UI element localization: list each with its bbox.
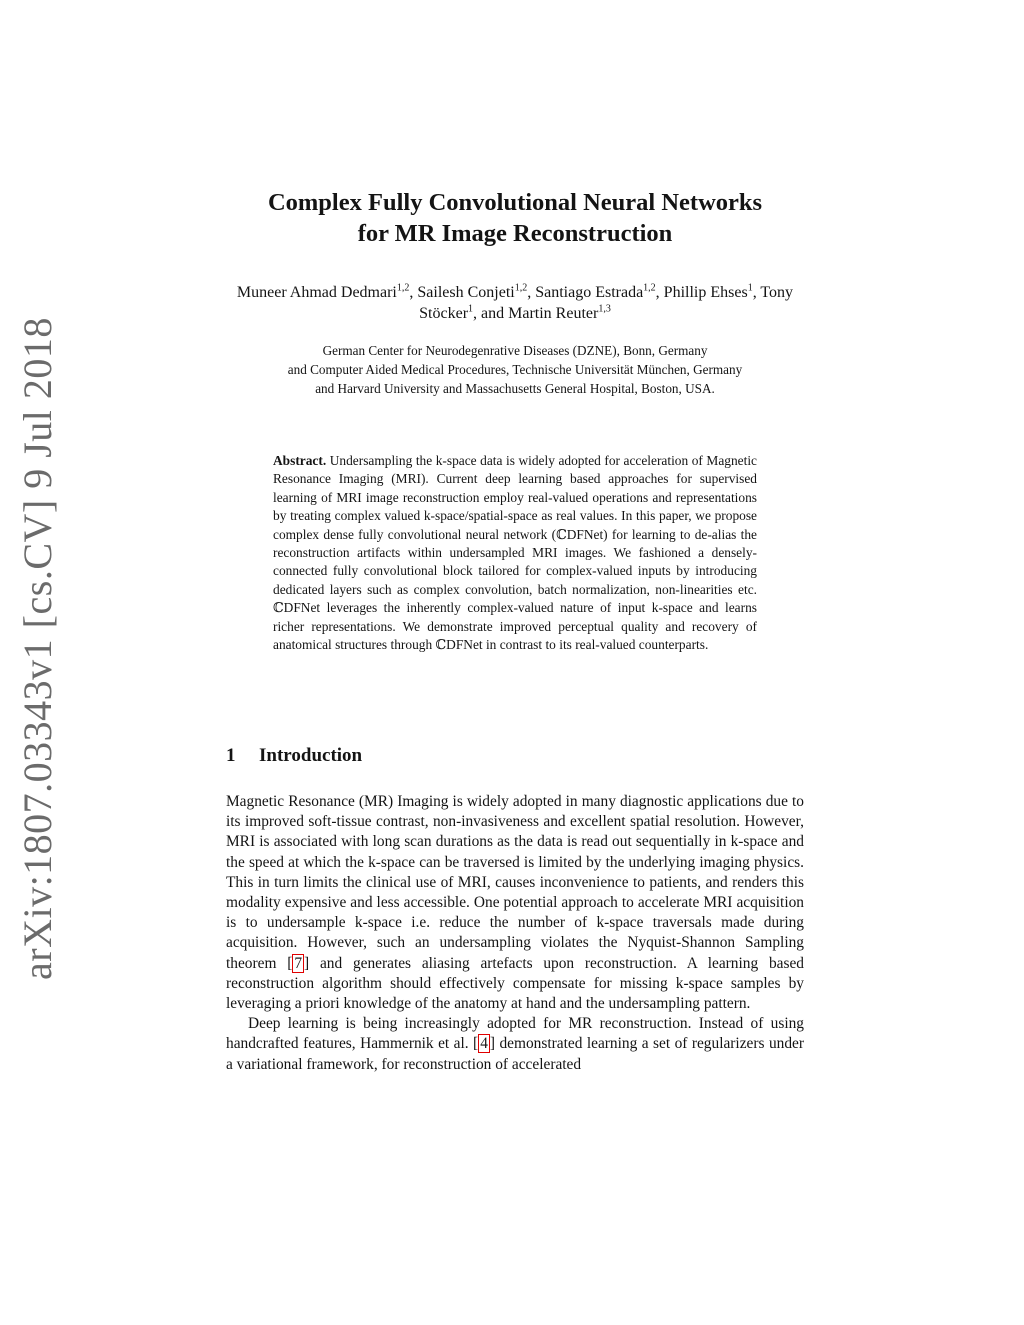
author-name: Muneer Ahmad Dedmari bbox=[236, 284, 397, 301]
paragraph-text: demonstrated learning a set of regularizers under a variational framework, for reconstruction of accelerated bbox=[226, 1035, 804, 1073]
author-affiliation-mark: 1,2 bbox=[396, 282, 410, 294]
paragraph-text: Magnetic Resonance (MR) Imaging is widely adopted in many diagnostic applications due to its improved soft-tissue contrast, non-invasiveness and excellent spatial resolution. However, MRI is associated with long scan durations as the data is read out sequentially in k-space and the speed at which the k-space can be traversed is limited by the underlying imaging physics. This in turn limits the clinical use of MRI, causes inconvenience to patients, and renders this modality expensive and less accessible. One potential approach to accelerate MRI acquisition is to undersample k-space i.e. reduce the number of k-space traversals made during acquisition. However, such an undersampling violates the Nyquist-Shannon Sampling theorem bbox=[226, 793, 804, 972]
affiliations bbox=[216, 341, 814, 398]
arxiv-identifier: arXiv:1807.03343v1 [cs.CV] 9 Jul 2018 bbox=[15, 317, 60, 980]
author-name: , Santiago Estrada bbox=[527, 284, 644, 301]
author-affiliation-mark: 1,2 bbox=[514, 282, 528, 294]
author-affiliation-mark: 1 bbox=[468, 303, 474, 315]
author-affiliation-mark: 1,2 bbox=[643, 282, 656, 294]
citation-link[interactable]: 4 bbox=[480, 1035, 488, 1053]
body-text bbox=[226, 792, 804, 1075]
paragraph-text: and generates aliasing artefacts upon reconstruction. A learning based reconstruction algorithm should effectively compensate for missing k-space samples by leveraging a priori knowledge of the anatomy at hand and the undersampling pattern. bbox=[226, 954, 804, 1013]
section-heading bbox=[226, 745, 362, 767]
abstract-text: Undersampling the k-space data is widely adopted for acceleration of Magnetic Resonance Imaging (MRI). Current deep learning based approaches for supervised learning of MRI image reconstruction employ real-valued operations and representations by treating complex valued k-space/spatial-space as real values. In this paper, we propose complex dense fully convolutional neural network (ℂDFNet) for learning to de-alias the reconstruction artifacts within undersampled MRI images. We fashioned a densely-connected fully convolutional block tailored for complex-valued inputs by introducing dedicated layers such as complex convolution, batch normalization, non-linearities etc. ℂDFNet leverages the inherently complex-valued nature of input k-space and learns richer representations. We demonstrate improved perceptual quality and recovery of anatomical structures through ℂDFNet in contrast to its real-valued counterparts. bbox=[273, 453, 757, 653]
author-affiliation-mark: 1,3 bbox=[598, 303, 611, 315]
paragraph: Deep learning is being increasingly adopted for MR reconstruction. Instead of using handcrafted features, Hammernik et al. [ 4 ] demonstrated learning a set of regularizers under a variational framework, for reconstruction of accelerated bbox=[226, 1015, 804, 1073]
author-name: , Sailesh Conjeti bbox=[409, 284, 515, 301]
affiliation-line: and Computer Aided Medical Procedures, Technische Universität München, Germany bbox=[287, 362, 743, 377]
abstract bbox=[273, 452, 757, 654]
section-number: 1 bbox=[226, 745, 236, 766]
author-name: , Phillip Ehses bbox=[655, 284, 748, 301]
author-affiliation-mark: 1 bbox=[747, 282, 753, 294]
paper-title bbox=[226, 187, 804, 249]
affiliation-line: German Center for Neurodegenrative Diseases (DZNE), Bonn, Germany bbox=[322, 343, 708, 358]
title-line-2: for MR Image Reconstruction bbox=[357, 220, 673, 247]
title-line-1: Complex Fully Convolutional Neural Networks bbox=[267, 189, 763, 216]
author-list bbox=[226, 282, 804, 324]
affiliation-line: and Harvard University and Massachusetts General Hospital, Boston, USA. bbox=[315, 381, 715, 396]
author-name: , and Martin Reuter bbox=[473, 305, 599, 322]
paragraph-text: Deep learning is being increasingly adopted for MR reconstruction. Instead of using handcrafted features, Hammernik et al. bbox=[226, 1015, 804, 1053]
paragraph: Magnetic Resonance (MR) Imaging is widely adopted in many diagnostic applications due to its improved soft-tissue contrast, non-invasiveness and excellent spatial resolution. However, MRI is associated with long scan durations as the data is read out sequentially in k-space and the speed at which the k-space can be traversed is limited by the underlying imaging physics. This in turn limits the clinical use of MRI, causes inconvenience to patients, and renders this modality expensive and less accessible. One potential approach to accelerate MRI acquisition is to undersample k-space i.e. reduce the number of k-space traversals made during acquisition. However, such an undersampling violates the Nyquist-Shannon Sampling theorem [ 7 ] and generates aliasing artefacts upon reconstruction. A learning based reconstruction algorithm should effectively compensate for missing k-space samples by leveraging a priori knowledge of the anatomy at hand and the undersampling pattern. bbox=[226, 793, 804, 1013]
citation-link[interactable]: 7 bbox=[294, 954, 303, 972]
section-title: Introduction bbox=[259, 745, 363, 766]
abstract-label: Abstract. bbox=[273, 453, 327, 468]
author-name: , Tony Stöcker bbox=[419, 284, 794, 322]
